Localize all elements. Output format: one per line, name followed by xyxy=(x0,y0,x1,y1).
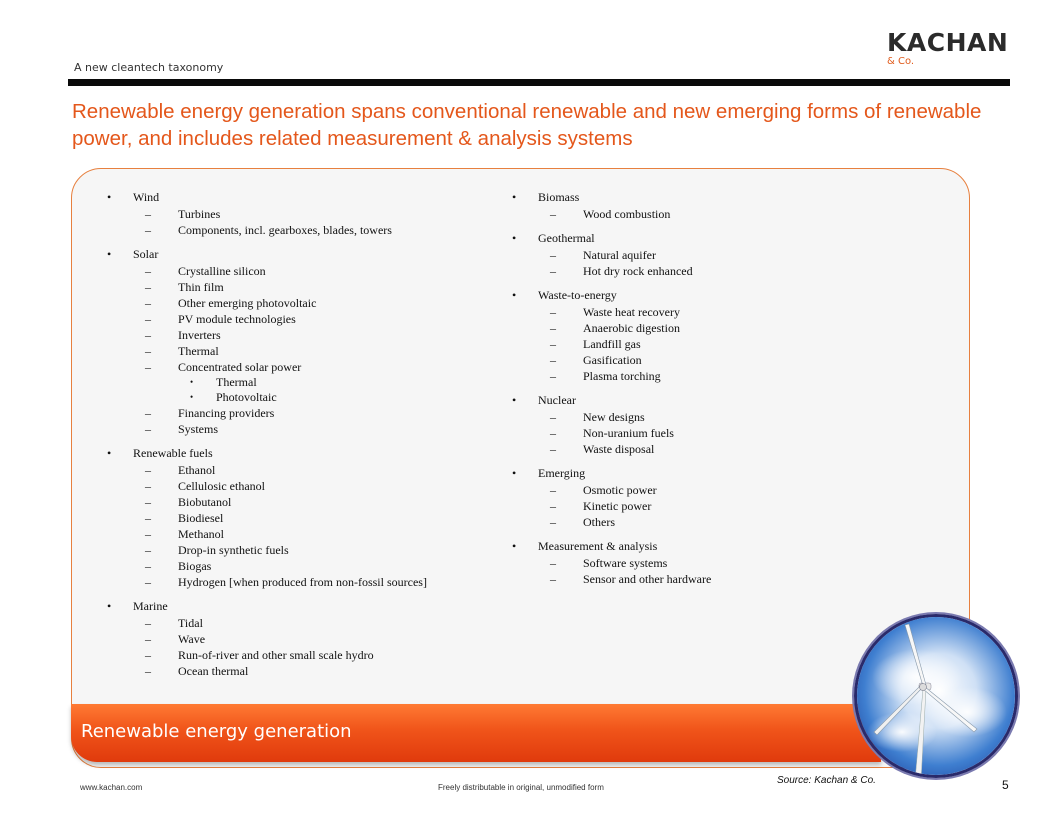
footer-distribution-note: Freely distributable in original, unmodified form xyxy=(438,783,604,792)
subcategory-item: – Hydrogen [when produced from non-fossil sources] xyxy=(107,574,507,590)
subcategory-item: – Crystalline silicon xyxy=(107,263,507,279)
subcategory-item: – Anaerobic digestion xyxy=(512,320,912,336)
subcategory-item: – Financing providers xyxy=(107,405,507,421)
subcategory-item: – Non-uranium fuels xyxy=(512,425,912,441)
subcategory-item: – Tidal xyxy=(107,615,507,631)
category-heading: • Nuclear xyxy=(512,392,912,408)
subcategory-item: – Run-of-river and other small scale hydro xyxy=(107,647,507,663)
subcategory-list xyxy=(512,409,912,457)
subcategory-item: – Ethanol xyxy=(107,462,507,478)
sub-subcategory-item: • Photovoltaic xyxy=(107,390,507,405)
category-banner xyxy=(71,704,881,762)
left-category-column xyxy=(107,189,507,687)
subcategory-item: – Natural aquifer xyxy=(512,247,912,263)
logo-wordmark: KACHAN xyxy=(887,28,1009,57)
subcategory-item: – Turbines xyxy=(107,206,507,222)
subcategory-list xyxy=(512,206,912,222)
footer-url: www.kachan.com xyxy=(80,783,143,792)
wind-turbine-image xyxy=(857,617,1018,778)
category-group xyxy=(512,230,912,279)
subcategory-item: – Waste disposal xyxy=(512,441,912,457)
category-group xyxy=(512,189,912,222)
subcategory-item: – Biobutanol xyxy=(107,494,507,510)
subcategory-item: – New designs xyxy=(512,409,912,425)
subcategory-list xyxy=(512,482,912,530)
wind-turbine-icon xyxy=(854,614,1018,778)
sub-subcategory-item: • Thermal xyxy=(107,375,507,390)
subcategory-item: – Gasification xyxy=(512,352,912,368)
page-title: Renewable energy generation spans conventional renewable and new emerging forms of renewable power, and includes related measurement & analysis systems xyxy=(72,100,982,150)
category-group xyxy=(107,445,507,590)
subcategory-item: – Inverters xyxy=(107,327,507,343)
category-heading: • Geothermal xyxy=(512,230,912,246)
subcategory-item: – Other emerging photovoltaic xyxy=(107,295,507,311)
subcategory-item: – Osmotic power xyxy=(512,482,912,498)
subcategory-list xyxy=(512,247,912,279)
subcategory-item: – Thermal xyxy=(107,343,507,359)
subcategory-item: – Biodiesel xyxy=(107,510,507,526)
subcategory-item: – Concentrated solar power xyxy=(107,359,507,375)
source-note: Source: Kachan & Co. xyxy=(777,775,876,786)
right-category-column xyxy=(512,189,912,595)
subcategory-item: – Biogas xyxy=(107,558,507,574)
category-group xyxy=(512,287,912,384)
subcategory-list xyxy=(107,206,507,238)
subcategory-item: – Wood combustion xyxy=(512,206,912,222)
subcategory-item: – Methanol xyxy=(107,526,507,542)
subcategory-list xyxy=(107,462,507,590)
subcategory-item: – Components, incl. gearboxes, blades, towers xyxy=(107,222,507,238)
subcategory-list xyxy=(107,263,507,437)
category-heading: • Biomass xyxy=(512,189,912,205)
category-heading: • Solar xyxy=(107,246,507,262)
header-divider xyxy=(68,79,1010,86)
category-group xyxy=(512,392,912,457)
subcategory-item: – Ocean thermal xyxy=(107,663,507,679)
category-heading: • Renewable fuels xyxy=(107,445,507,461)
subcategory-item: – Plasma torching xyxy=(512,368,912,384)
subcategory-item: – Thin film xyxy=(107,279,507,295)
section-label: A new cleantech taxonomy xyxy=(74,61,224,74)
category-heading: • Measurement & analysis xyxy=(512,538,912,554)
subcategory-list xyxy=(512,555,912,587)
category-group xyxy=(512,538,912,587)
subcategory-item: – Kinetic power xyxy=(512,498,912,514)
subcategory-item: – Waste heat recovery xyxy=(512,304,912,320)
category-heading: • Waste-to-energy xyxy=(512,287,912,303)
subcategory-item: – Landfill gas xyxy=(512,336,912,352)
subcategory-item: – Software systems xyxy=(512,555,912,571)
category-group xyxy=(107,598,507,679)
page-number: 5 xyxy=(1002,778,1009,792)
subcategory-item: – Systems xyxy=(107,421,507,437)
category-group xyxy=(107,246,507,437)
category-group xyxy=(512,465,912,530)
category-heading: • Marine xyxy=(107,598,507,614)
subcategory-item: – Cellulosic ethanol xyxy=(107,478,507,494)
logo-subtext: & Co. xyxy=(887,56,915,67)
subcategory-item: – Drop-in synthetic fuels xyxy=(107,542,507,558)
banner-title: Renewable energy generation xyxy=(81,721,352,742)
category-heading: • Wind xyxy=(107,189,507,205)
subcategory-list xyxy=(512,304,912,384)
subcategory-item: – Hot dry rock enhanced xyxy=(512,263,912,279)
kachan-logo xyxy=(887,30,1007,67)
subcategory-list xyxy=(107,615,507,679)
subcategory-item: – Others xyxy=(512,514,912,530)
category-heading: • Emerging xyxy=(512,465,912,481)
subcategory-item: – PV module technologies xyxy=(107,311,507,327)
subcategory-item: – Sensor and other hardware xyxy=(512,571,912,587)
subcategory-item: – Wave xyxy=(107,631,507,647)
category-group xyxy=(107,189,507,238)
